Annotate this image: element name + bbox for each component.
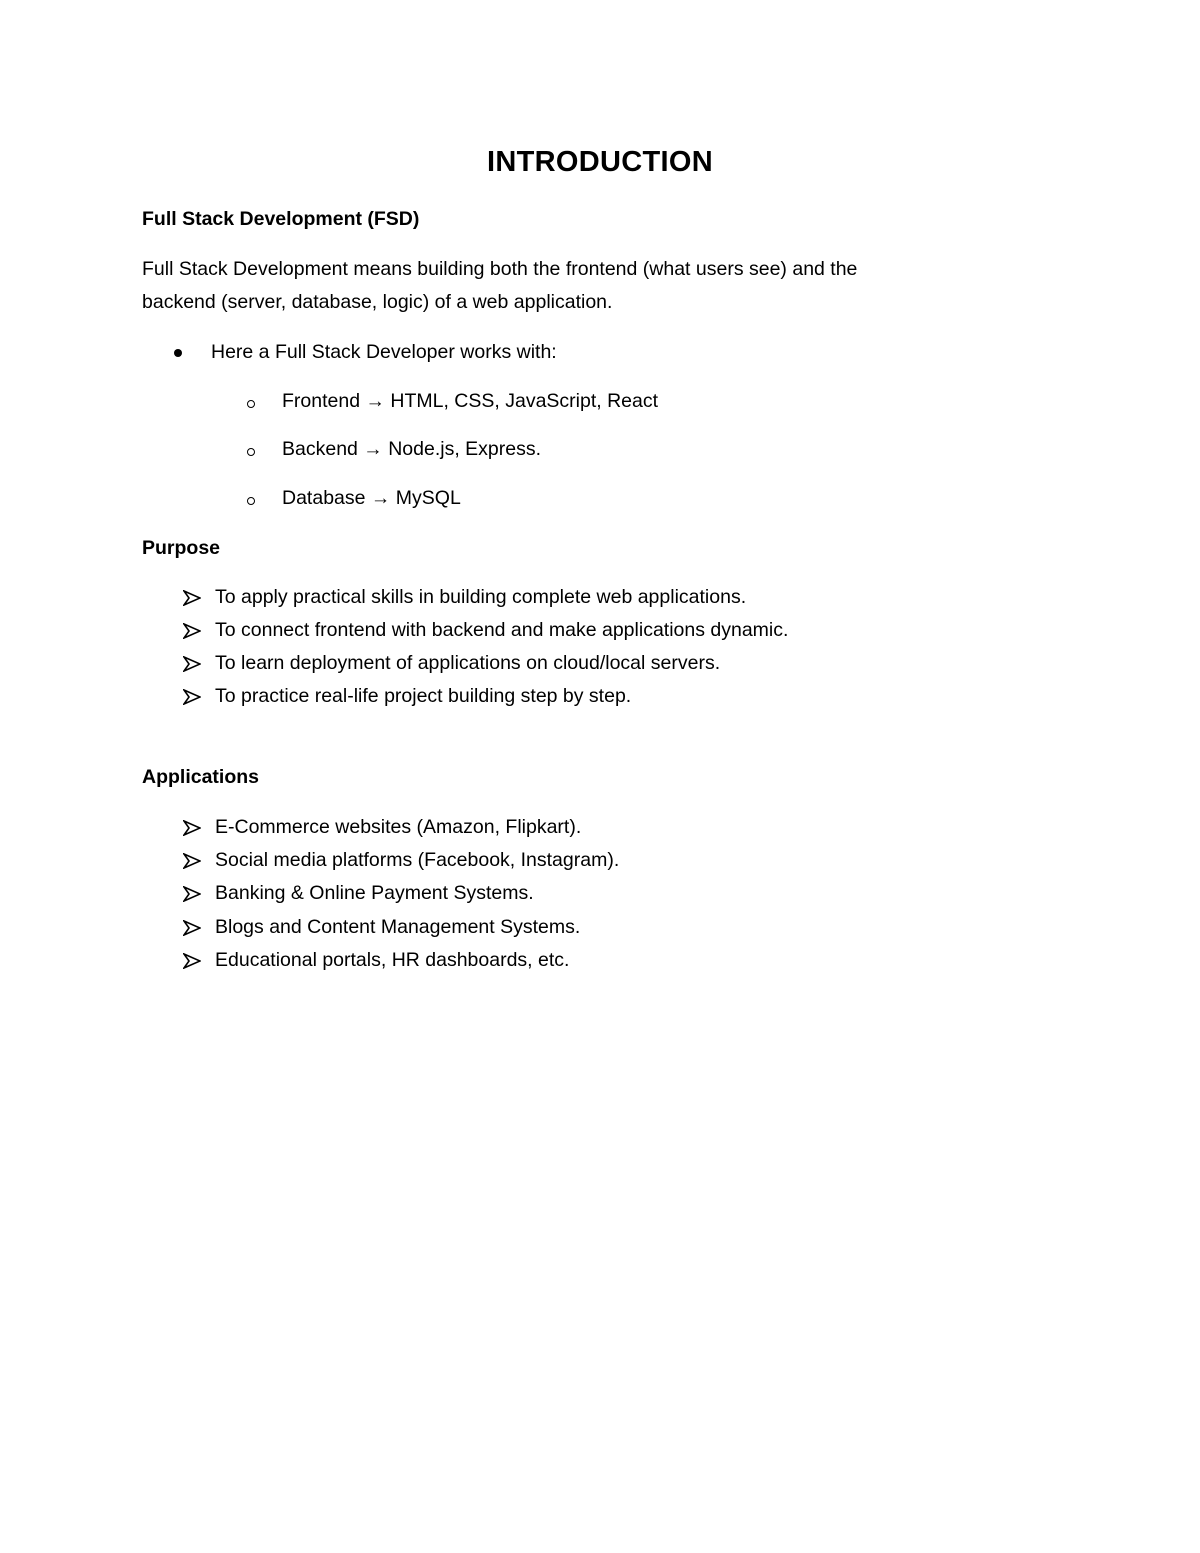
fsd-bullet-text: Here a Full Stack Developer works with: bbox=[211, 341, 557, 363]
fsd-heading: Full Stack Development (FSD) bbox=[142, 208, 420, 230]
fsd-subitem: Frontend → HTML, CSS, JavaScript, React bbox=[282, 390, 659, 412]
arrow-bullet-icon bbox=[183, 623, 201, 639]
purpose-item: To practice real-life project building step by step. bbox=[215, 685, 632, 707]
purpose-item: To apply practical skills in building complete web applications. bbox=[215, 586, 747, 608]
arrow-bullet-icon bbox=[183, 886, 201, 902]
applications-item: Educational portals, HR dashboards, etc. bbox=[215, 949, 570, 971]
circle-bullet-icon bbox=[247, 448, 255, 456]
page-title: INTRODUCTION bbox=[487, 146, 713, 178]
purpose-item: To learn deployment of applications on cloud/local servers. bbox=[215, 652, 721, 674]
applications-item: Blogs and Content Management Systems. bbox=[215, 916, 581, 938]
arrow-bullet-icon bbox=[183, 590, 201, 606]
arrow-bullet-icon bbox=[183, 820, 201, 836]
applications-heading: Applications bbox=[142, 766, 260, 788]
fsd-paragraph-line-2: backend (server, database, logic) of a web application. bbox=[142, 291, 613, 313]
circle-bullet-icon bbox=[247, 400, 255, 408]
purpose-item: To connect frontend with backend and make applications dynamic. bbox=[215, 619, 789, 641]
fsd-paragraph-line-1: Full Stack Development means building both the frontend (what users see) and the bbox=[142, 258, 858, 280]
disc-bullet-icon bbox=[174, 349, 182, 357]
arrow-bullet-icon bbox=[183, 689, 201, 705]
applications-item: Social media platforms (Facebook, Instagram). bbox=[215, 849, 620, 871]
fsd-subitem: Backend → Node.js, Express. bbox=[282, 438, 542, 460]
applications-item: Banking & Online Payment Systems. bbox=[215, 882, 534, 904]
arrow-bullet-icon bbox=[183, 656, 201, 672]
fsd-subitem: Database → MySQL bbox=[282, 487, 461, 509]
circle-bullet-icon bbox=[247, 497, 255, 505]
arrow-bullet-icon bbox=[183, 920, 201, 936]
arrow-bullet-icon bbox=[183, 853, 201, 869]
applications-item: E-Commerce websites (Amazon, Flipkart). bbox=[215, 816, 582, 838]
purpose-heading: Purpose bbox=[142, 537, 221, 559]
arrow-bullet-icon bbox=[183, 953, 201, 969]
